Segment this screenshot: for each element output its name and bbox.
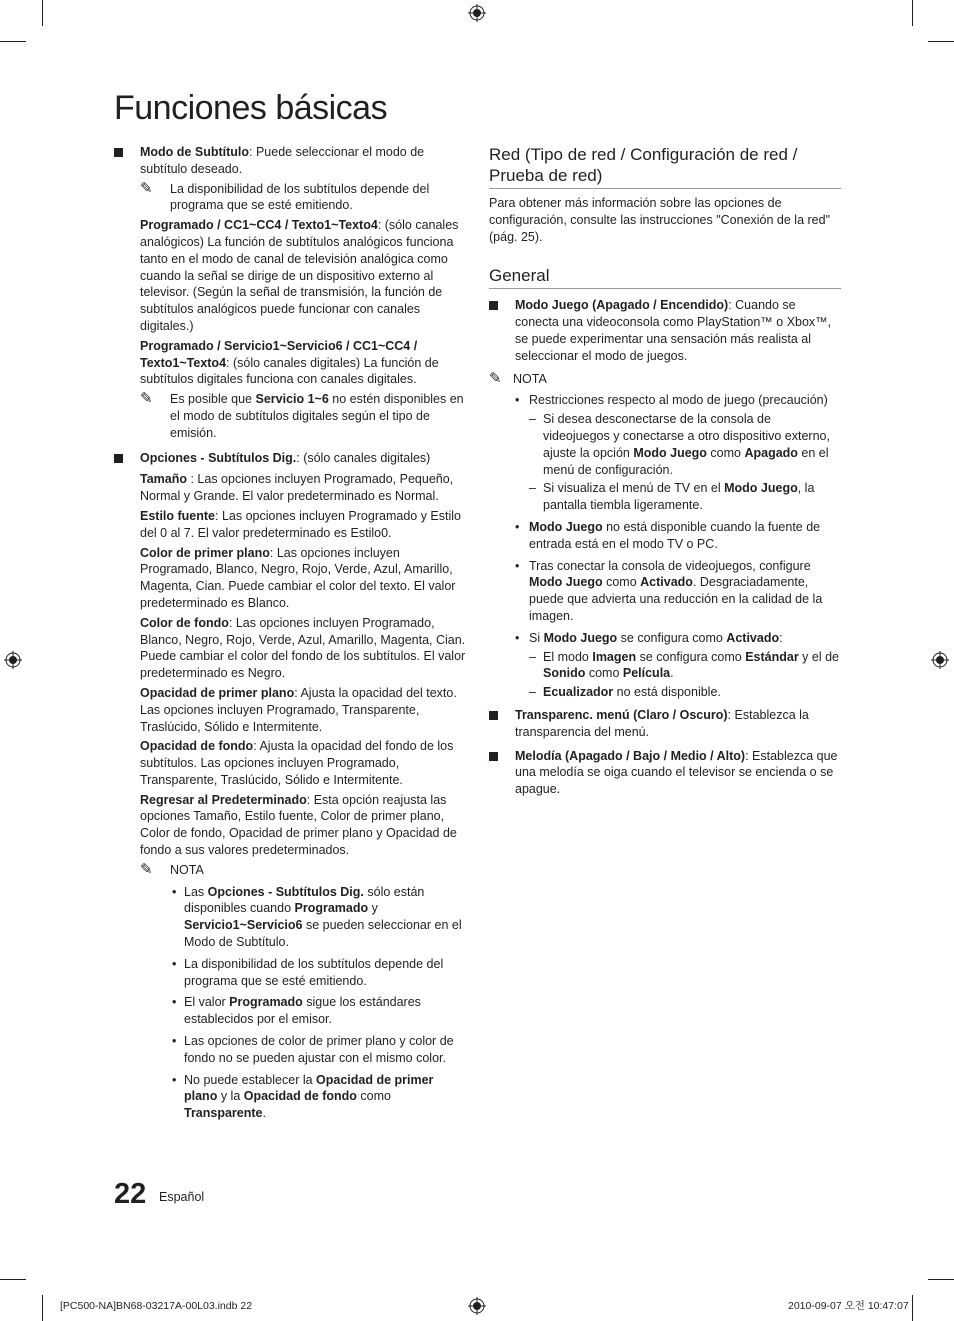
square-bullet-icon <box>489 752 498 761</box>
note: ✎ La disponibilidad de los subtítulos depende del programa que se esté emitiendo. <box>140 179 430 213</box>
section-heading-red: Red (Tipo de red / Configuración de red / Prueba de red) <box>489 144 841 189</box>
note-heading: ✎ NOTA <box>140 860 204 878</box>
pencil-note-icon: ✎ <box>140 179 153 197</box>
bullet-icon: • <box>172 1072 177 1087</box>
item-opciones-subtitulos-dig: Opciones - Subtítulos Dig.: (sólo canales digitales) <box>114 450 468 467</box>
bullet-icon: • <box>515 558 520 573</box>
list-item: • La disponibilidad de los subtítulos depende del programa que se esté emitiendo. <box>172 956 444 988</box>
pencil-note-icon: ✎ <box>140 860 153 878</box>
crop-mark <box>42 0 43 26</box>
crop-mark <box>928 1279 954 1280</box>
square-bullet-icon <box>489 301 498 310</box>
list-item: • Restricciones respecto al modo de juego (precaución) <box>515 393 828 408</box>
dash-item: – Ecualizador no está disponible. <box>529 685 721 700</box>
red-description: Para obtener más información sobre las opciones de configuración, consulte las instrucciones "Conexión de la red" (pág. 25). <box>489 196 831 244</box>
list-item: • Si Modo Juego se configura como Activado: <box>515 630 783 645</box>
crop-mark <box>0 1279 26 1280</box>
dash-item: – El modo Imagen se configura como Estándar y el de Sonido como Película. <box>529 649 840 681</box>
registration-mark-icon <box>4 651 22 669</box>
bullet-icon: • <box>172 995 177 1010</box>
pencil-note-icon: ✎ <box>140 390 153 408</box>
item-transparencia-menu: Transparenc. menú (Claro / Oscuro): Establezca la transparencia del menú. <box>489 707 841 741</box>
registration-mark-icon <box>931 651 949 669</box>
square-bullet-icon <box>489 711 498 720</box>
item-modo-subtitulo: Modo de Subtítulo: Puede seleccionar el modo de subtítulo deseado. <box>114 144 468 178</box>
bullet-icon: • <box>515 630 520 645</box>
list-item: • Modo Juego no está disponible cuando la fuente de entrada está en el modo TV o PC. <box>515 519 821 551</box>
note-heading: ✎ NOTA <box>489 369 547 387</box>
page-number: 22 <box>114 1178 147 1210</box>
square-bullet-icon <box>114 454 123 463</box>
list-item: • No puede establecer la Opacidad de primer plano y la Opacidad de fondo como Transparente. <box>172 1072 434 1121</box>
crop-mark <box>928 41 954 42</box>
registration-mark-icon <box>468 1297 486 1315</box>
list-item: • Las opciones de color de primer plano y color de fondo no se pueden ajustar con el mismo color. <box>172 1034 454 1065</box>
registration-mark-icon <box>468 4 486 22</box>
print-slug-date: 2010-09-07 오전 10:47:07 <box>788 1300 909 1312</box>
item-melodia: Melodía (Apagado / Bajo / Medio / Alto): Establezca que una melodía se oiga cuando el televisor se encienda o se apague. <box>489 748 841 798</box>
crop-mark <box>42 1295 43 1321</box>
dash-item: – Si visualiza el menú de TV en el Modo Juego, la pantalla tiembla ligeramente. <box>529 481 815 513</box>
sub-paragraphs: Tamaño : Las opciones incluyen Programado, Pequeño, Normal y Grande. El valor predeterminado es Normal. Estilo fuente: Las opciones incluyen Programado y Estilo del 0 al 7. El valor predeterminado es Estilo0. Color de primer plano: Las opciones incluyen Programado, Blanco, Negro, Rojo, Verde, Azul, Amarillo, Magenta, Cian. Puede cambiar el color del texto. El valor predeterminado es Blanco. Color de fondo: Las opciones incluyen Programado, Blanco, Negro, Rojo, Verde, Azul, Amarillo, Magenta, Cian. Puede cambiar el color del fondo de los subtítulos. El valor predeterminado es Negro. Opacidad de primer plano: Ajusta la opacidad del texto. Las opciones incluyen Programado, Transparente, Traslúcido, Sólido e Intermitente. Opacidad de fondo: Ajusta la opacidad del fondo de los subtítulos. Las opciones incluyen Programado, Transparente, Traslúcido, Sólido e Intermitente. Regresar al Predeterminado: Esta opción reajusta las opciones Tamaño, Estilo fuente, Color de primer plano, Color de fondo, Opacidad de primer plano y Opacidad de fondo a sus valores predeterminados. <box>140 472 466 858</box>
bullet-icon: • <box>172 1034 177 1049</box>
pencil-note-icon: ✎ <box>489 369 502 387</box>
page-title: Funciones básicas <box>114 89 388 127</box>
item-modo-juego: Modo Juego (Apagado / Encendido): Cuando se conecta una videoconsola como PlayStation™ o Xbox™, se puede experimentar una sensación más realista al seleccionar el modo de juegos. <box>489 297 841 364</box>
bullet-icon: • <box>172 884 177 899</box>
crop-mark <box>912 0 913 26</box>
bullet-icon: • <box>515 393 520 408</box>
footer-language: Español <box>159 1190 205 1204</box>
list-item: • El valor Programado sigue los estándares establecidos por el emisor. <box>172 995 421 1027</box>
bullet-icon: • <box>172 956 177 971</box>
print-slug-file: [PC500-NA]BN68-03217A-00L03.indb 22 <box>60 1300 253 1312</box>
sub-paragraphs: Programado / CC1~CC4 / Texto1~Texto4: (sólo canales analógicos) La función de subtítulos analógicos funciona tanto en el modo de canal de televisión analógica como cuando la señal se dirige de un dispositivo externo al televisor. (Según la señal de transmisión, la función de subtítulos analógicos puede funcionar con canales digitales.) Programado / Servicio1~Servicio6 / CC1~CC4 / Texto1~Texto4: (sólo canales digitales) La función de subtítulos digitales funciona con canales digitales. <box>140 218 459 387</box>
dash-item: – Si desea desconectarse de la consola de videojuegos y conectarse a otro dispositivo externo, ajuste la opción Modo Juego como Apagado en el menú de configuración. <box>529 412 830 477</box>
list-item: • Las Opciones - Subtítulos Dig. sólo están disponibles cuando Programado y Servicio1~Servicio6 se pueden seleccionar en el Modo de Subtítulo. <box>172 884 462 950</box>
right-column <box>489 144 841 798</box>
square-bullet-icon <box>114 148 123 157</box>
left-column <box>114 144 468 1122</box>
section-heading-general: General <box>489 265 841 289</box>
list-item: • Tras conectar la consola de videojuegos, configure Modo Juego como Activado. Desgraciadamente, puede que advierta una reducción en la calidad de la imagen. <box>515 558 823 623</box>
crop-mark <box>0 41 26 42</box>
bullet-icon: • <box>515 519 520 534</box>
note: ✎ Es posible que Servicio 1~6 no estén disponibles en el modo de subtítulos digitales según el tipo de emisión. <box>140 390 464 440</box>
crop-mark <box>912 1295 913 1321</box>
